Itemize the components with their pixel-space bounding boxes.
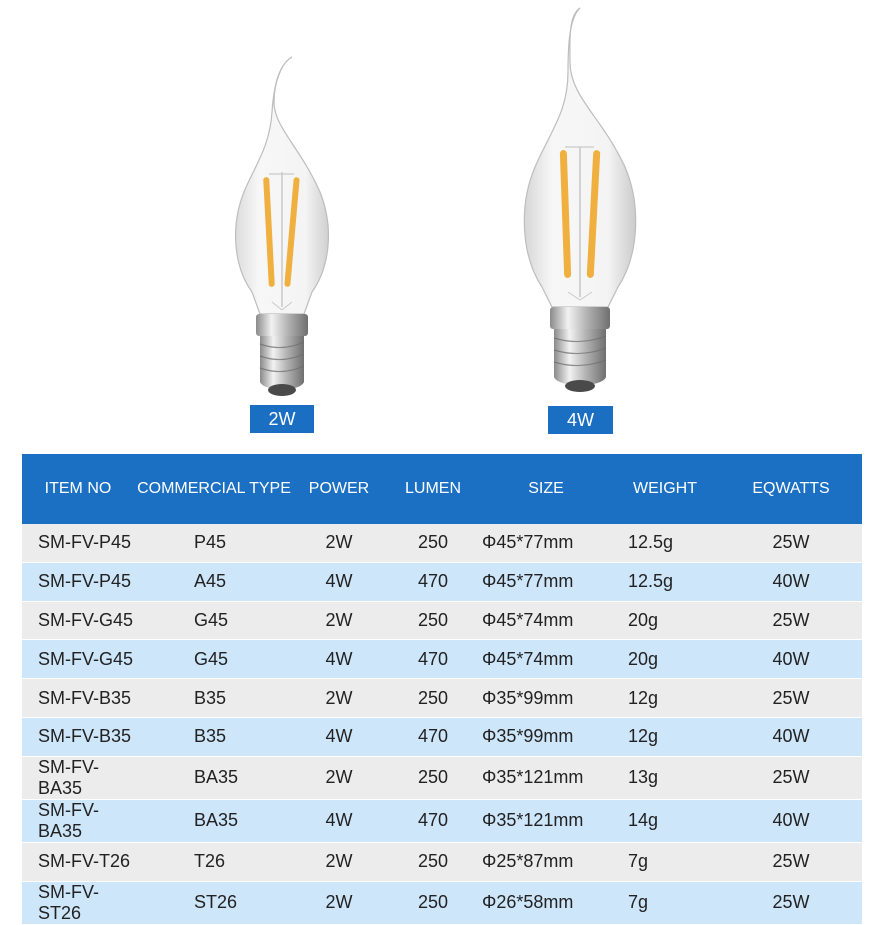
- cell-weight: 14g: [610, 799, 720, 842]
- cell-size: Φ25*87mm: [482, 842, 610, 881]
- cell-weight: 20g: [610, 601, 720, 640]
- cell-weight: 12.5g: [610, 562, 720, 601]
- cell-power: 4W: [294, 640, 384, 679]
- cell-size: Φ45*74mm: [482, 640, 610, 679]
- cell-weight: 12g: [610, 717, 720, 756]
- cell-power: 2W: [294, 756, 384, 799]
- cell-ctype: G45: [134, 601, 294, 640]
- table-row: [22, 640, 862, 679]
- cell-ctype: BA35: [134, 799, 294, 842]
- cell-power: 2W: [294, 842, 384, 881]
- table-row: [22, 799, 862, 842]
- cell-eqwatts: 40W: [720, 717, 862, 756]
- cell-size: Φ35*99mm: [482, 679, 610, 718]
- cell-size: Φ35*121mm: [482, 756, 610, 799]
- cell-size: Φ35*99mm: [482, 717, 610, 756]
- cell-item: SM-FV-BA35: [22, 756, 134, 799]
- cell-size: Φ45*77mm: [482, 524, 610, 562]
- candle-bulb-4w-image: [510, 2, 650, 400]
- cell-lumen: 250: [384, 842, 482, 881]
- cell-eqwatts: 25W: [720, 524, 862, 562]
- cell-lumen: 250: [384, 679, 482, 718]
- cell-ctype: G45: [134, 640, 294, 679]
- table-row: [22, 756, 862, 799]
- spec-table: [22, 454, 862, 925]
- cell-lumen: 250: [384, 881, 482, 924]
- cell-weight: 20g: [610, 640, 720, 679]
- table-row: [22, 524, 862, 562]
- table-row: [22, 842, 862, 881]
- cell-item: SM-FV-ST26: [22, 881, 134, 924]
- header-item-no: ITEM NO: [22, 454, 134, 524]
- cell-weight: 7g: [610, 842, 720, 881]
- cell-item: SM-FV-G45: [22, 640, 134, 679]
- cell-power: 4W: [294, 562, 384, 601]
- cell-lumen: 250: [384, 601, 482, 640]
- table-row: [22, 679, 862, 718]
- cell-ctype: T26: [134, 842, 294, 881]
- cell-lumen: 250: [384, 524, 482, 562]
- table-row: [22, 881, 862, 924]
- cell-item: SM-FV-B35: [22, 679, 134, 718]
- cell-power: 2W: [294, 524, 384, 562]
- cell-lumen: 470: [384, 717, 482, 756]
- cell-size: Φ45*74mm: [482, 601, 610, 640]
- cell-power: 4W: [294, 799, 384, 842]
- cell-size: Φ45*77mm: [482, 562, 610, 601]
- cell-eqwatts: 25W: [720, 679, 862, 718]
- cell-eqwatts: 25W: [720, 881, 862, 924]
- table-row: [22, 562, 862, 601]
- cell-power: 2W: [294, 679, 384, 718]
- cell-weight: 12.5g: [610, 524, 720, 562]
- cell-lumen: 470: [384, 562, 482, 601]
- cell-eqwatts: 25W: [720, 842, 862, 881]
- cell-eqwatts: 40W: [720, 562, 862, 601]
- cell-power: 2W: [294, 601, 384, 640]
- cell-ctype: B35: [134, 717, 294, 756]
- table-row: [22, 717, 862, 756]
- header-size: SIZE: [482, 454, 610, 524]
- cell-size: Φ26*58mm: [482, 881, 610, 924]
- cell-lumen: 470: [384, 640, 482, 679]
- header-weight: WEIGHT: [610, 454, 720, 524]
- cell-ctype: BA35: [134, 756, 294, 799]
- wattage-badge-2w: 2W: [250, 405, 314, 433]
- cell-ctype: B35: [134, 679, 294, 718]
- cell-eqwatts: 25W: [720, 756, 862, 799]
- cell-weight: 12g: [610, 679, 720, 718]
- cell-size: Φ35*121mm: [482, 799, 610, 842]
- cell-item: SM-FV-P45: [22, 562, 134, 601]
- cell-power: 2W: [294, 881, 384, 924]
- cell-eqwatts: 40W: [720, 799, 862, 842]
- header-power: POWER: [294, 454, 384, 524]
- header-lumen: LUMEN: [384, 454, 482, 524]
- cell-power: 4W: [294, 717, 384, 756]
- cell-lumen: 470: [384, 799, 482, 842]
- candle-bulb-2w-image: [222, 52, 342, 402]
- cell-ctype: A45: [134, 562, 294, 601]
- cell-item: SM-FV-T26: [22, 842, 134, 881]
- cell-eqwatts: 25W: [720, 601, 862, 640]
- cell-weight: 7g: [610, 881, 720, 924]
- wattage-badge-4w: 4W: [548, 406, 613, 434]
- cell-item: SM-FV-G45: [22, 601, 134, 640]
- cell-lumen: 250: [384, 756, 482, 799]
- cell-item: SM-FV-B35: [22, 717, 134, 756]
- cell-ctype: P45: [134, 524, 294, 562]
- header-commercial-type: COMMERCIAL TYPE: [134, 454, 294, 524]
- cell-weight: 13g: [610, 756, 720, 799]
- cell-eqwatts: 40W: [720, 640, 862, 679]
- cell-item: SM-FV-P45: [22, 524, 134, 562]
- cell-item: SM-FV-BA35: [22, 799, 134, 842]
- table-row: [22, 601, 862, 640]
- header-eqwatts: EQWATTS: [720, 454, 862, 524]
- cell-ctype: ST26: [134, 881, 294, 924]
- table-header-row: [22, 454, 862, 524]
